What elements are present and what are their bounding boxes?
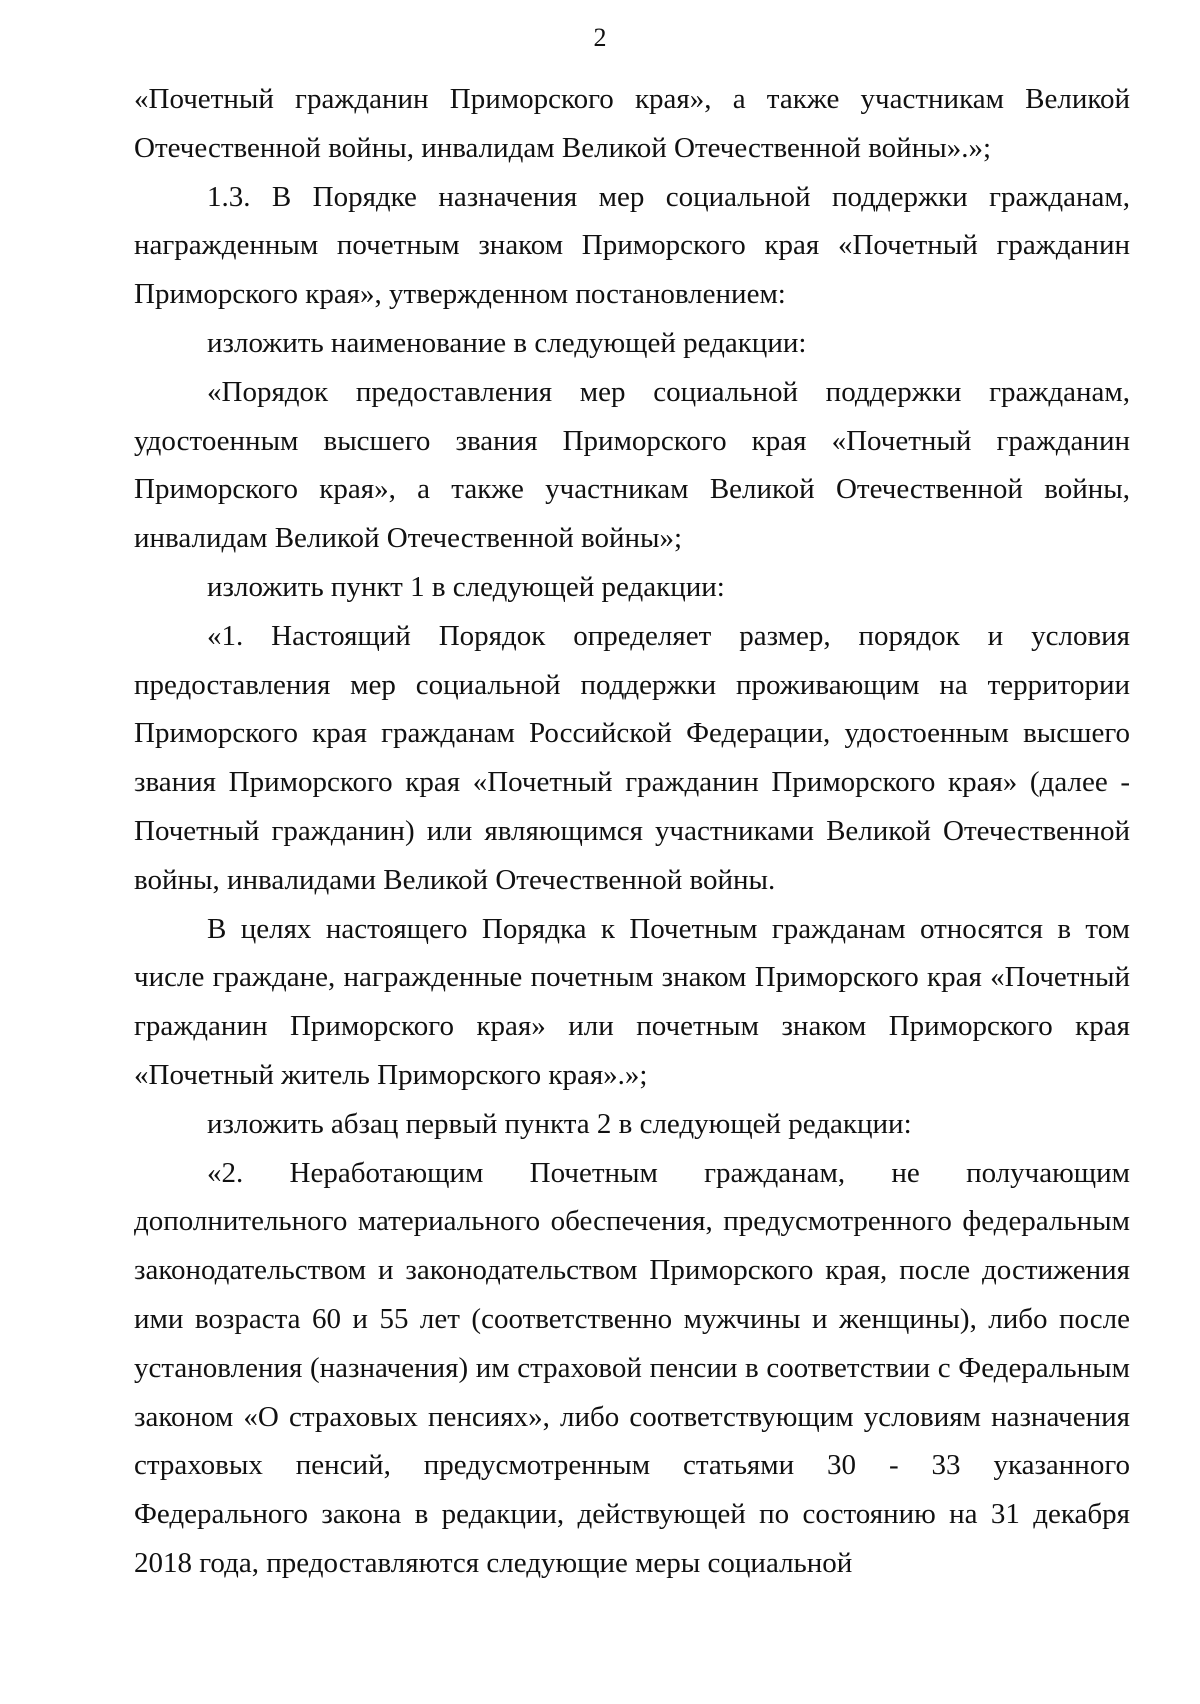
paragraph-instruction-point-1: изложить пункт 1 в следующей редакции: bbox=[207, 570, 725, 603]
paragraph-continuation: «Почетный гражданин Приморского края», а также участникам Великой Отечественной войны, инвалидам Великой Отечественной войны».»; bbox=[134, 83, 1130, 164]
paragraph-point-1: «1. Настоящий Порядок определяет размер, порядок и условия предоставления мер социальной поддержки проживающим на территории Приморского края гражданам Российской Федерации, удостоенным высшего звания Приморского края «Почетный гражданин Приморского края» (далее - Почетный гражданин) или являющимся участниками Великой Отечественной войны, инвалидами Великой Отечественной войны. bbox=[134, 619, 1130, 896]
paragraph-point-1-second: В целях настоящего Порядка к Почетным гражданам относятся в том числе граждане, награжденные почетным знаком Приморского края «Почетный гражданин Приморского края» или почетным знаком Приморского края «Почетный житель Приморского края».»; bbox=[134, 912, 1130, 1091]
paragraph-new-title: «Порядок предоставления мер социальной поддержки гражданам, удостоенным высшего звания Приморского края «Почетный гражданин Приморского края», а также участникам Великой Отечественной войны, инвалидам Великой Отечественной войны»; bbox=[134, 375, 1130, 555]
paragraph-point-2: «2. Неработающим Почетным гражданам, не получающим дополнительного материального обеспечения, предусмотренного федеральным законодательством и законодательством Приморского края, после достижения ими возраста 60 и 55 лет (соответственно мужчины и женщины), либо после установления (назначения) им страховой пенсии в соответствии с Федеральным законом «О страховых пенсиях», либо соответствующим условиям назначения страховых пенсий, предусмотренным статьями 30 - 33 указанного Федерального закона в редакции, действующей по состоянию на 31 декабря 2018 года, предоставляются следующие меры социальной bbox=[134, 1156, 1130, 1579]
paragraph-instruction-title: изложить наименование в следующей редакции: bbox=[207, 326, 807, 359]
paragraph-item-1-3: 1.3. В Порядке назначения мер социальной поддержки гражданам, награжденным почетным знаком Приморского края «Почетный гражданин Приморского края», утвержденном постановлением: bbox=[134, 180, 1130, 311]
document-body bbox=[134, 75, 1130, 1588]
page-number: 2 bbox=[593, 23, 607, 52]
paragraph-instruction-point-2: изложить абзац первый пункта 2 в следующей редакции: bbox=[207, 1107, 912, 1140]
